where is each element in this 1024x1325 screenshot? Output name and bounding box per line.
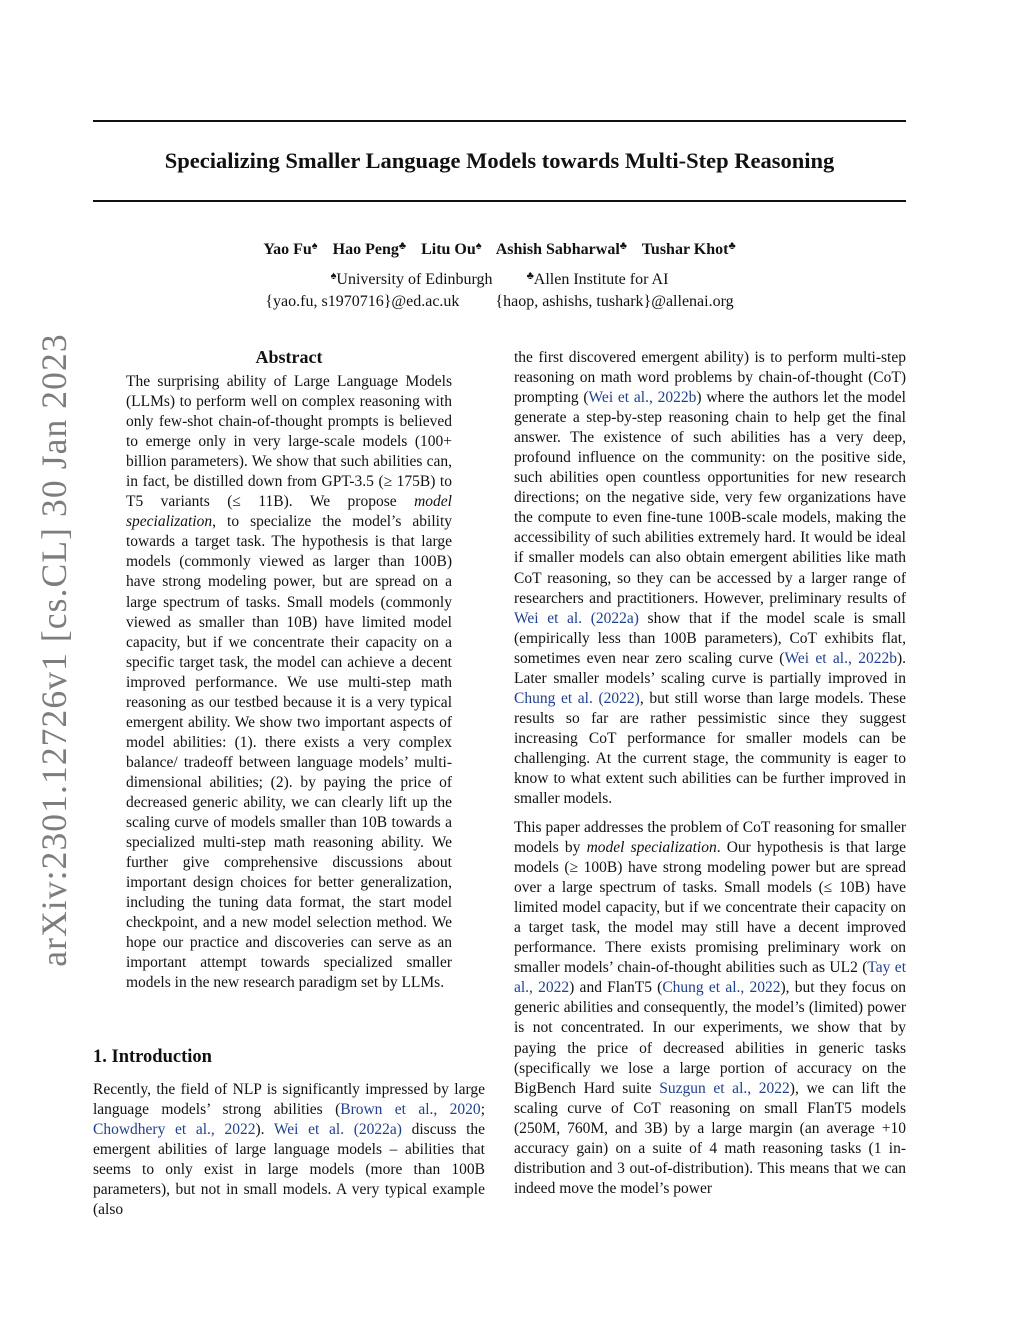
citation-link[interactable]: Wei et al. (2022a): [514, 609, 639, 627]
intro-text: ;: [480, 1101, 485, 1118]
title-rule-bottom: [93, 200, 906, 202]
club-mark: ♣: [526, 270, 534, 282]
arxiv-stamp: arXiv:2301.12726v1 [cs.CL] 30 Jan 2023: [34, 333, 74, 967]
club-mark: ♣: [728, 240, 736, 252]
affiliation-name: University of Edinburgh: [336, 271, 493, 288]
intro-text: ).: [255, 1121, 274, 1138]
club-mark: ♣: [398, 240, 407, 252]
section-heading-introduction: 1. Introduction: [93, 1047, 212, 1067]
abstract-heading: Abstract: [255, 347, 323, 367]
spade-mark: ♠: [330, 270, 337, 282]
citation-link[interactable]: Wei et al. (2022a): [273, 1121, 402, 1138]
email-list: [93, 292, 906, 312]
citation-link[interactable]: Chung et al., 2022: [662, 979, 781, 997]
body-text: ) and FlanT5 (: [569, 979, 663, 997]
intro-text: Recently, the field of NLP is significantly impressed by large language models’ strong abilities (: [93, 1081, 485, 1118]
citation-link[interactable]: Tay et al., 2022: [514, 959, 906, 997]
right-column-paragraph-2: [514, 818, 906, 1199]
citation-link[interactable]: Chowdhery et al., 2022: [93, 1121, 256, 1138]
body-text: ). Later smaller models’ scaling curve is partially improved in: [514, 649, 906, 687]
citation-link[interactable]: Chung et al. (2022): [514, 689, 640, 707]
abstract-emphasis: model specialization: [126, 493, 452, 531]
body-text: , but still worse than large models. These results so far are rather pessimistic since they suggest increasing CoT performance for smaller models can be challenging. At the current stage, the community is eager to know to what extent such abilities can be further improved in smaller models.: [514, 689, 906, 808]
body-text: ) where the authors let the model generate a step-by-step reasoning chain to help get the final answer. The existence of such abilities has a very deep, profound influence on the community: on the positive side, such abilities open countless opportunities for new research directions; on the negative side, very few organizations have the compute to even fine-tune 100B-scale models, making the accessibility of such abilities extremely hard. It would be ideal if smaller models can also obtain emergent abilities like math CoT reasoning, so they can be accessed by a larger range of researchers and practitioners. However, preliminary results of: [514, 389, 906, 607]
paper-title: Specializing Smaller Language Models towards Multi-Step Reasoning: [164, 148, 835, 173]
citation-link[interactable]: Wei et al., 2022b: [588, 389, 697, 407]
body-text: ), we can lift the scaling curve of CoT reasoning on small FlanT5 models (250M, 760M, and 3B) by a large margin (an average +10 accuracy gain) on a suite of 4 math reasoning tasks (1 in-distribution and 3 out-of-distribution). This means that we can indeed move the model’s power: [514, 1079, 907, 1197]
intro-text: discuss the emergent abilities of large language models – abilities that seems to only exist in large models (more than 100B parameters), but not in small models. A very typical example (also: [93, 1121, 486, 1218]
citation-link[interactable]: Wei et al., 2022b: [784, 649, 897, 667]
email-allenai: {haop, ashishs, tushark}@allenai.org: [495, 293, 734, 310]
author-list: [93, 236, 906, 260]
club-mark: ♣: [619, 240, 627, 252]
body-text: This paper addresses the problem of CoT reasoning for smaller models by: [514, 819, 906, 857]
body-text: . Our hypothesis is that large models (≥ 100B) have strong modeling power but are spread over a large spectrum of tasks. Small models (≤ 10B) have limited model capacity, but if we concentrate their capacity on a target task, the model may still have a decent improved performance. There exists promising preliminary work on smaller models’ chain-of-thought abilities such as UL2 (: [514, 839, 906, 977]
body-text: show that if the model scale is small (empirically less than 100B parameters), CoT exhibits flat, sometimes even near zero scaling curve (: [514, 609, 906, 667]
body-emphasis: model specialization: [586, 839, 717, 857]
body-text: ), but they focus on generic abilities and consequently, the model’s (limited) power is not concentrated. In our experiments, we show that by paying the price of decreased abilities in generic tasks (specifically we lose a large portion of accuracy on the BigBench Hard suite: [514, 979, 907, 1097]
author-name: Hao Peng: [332, 241, 399, 258]
affiliation-list: [93, 266, 906, 290]
author-name: Yao Fu: [263, 241, 312, 258]
right-column-paragraph-1: [514, 348, 906, 809]
author-name: Ashish Sabharwal: [495, 241, 620, 258]
abstract-text-part: , to specialize the model’s ability towards a target task. The hypothesis is that large models (commonly viewed as larger than 100B) have strong modeling power, but are spread on a large spectrum of tasks. Small models (commonly viewed as smaller than 10B) have limited model capacity, but if we concentrate their capacity on a specific target task, the model can achieve a decent improved performance. We use multi-step math reasoning as our testbed because it is a very typical emergent ability. We show two important aspects of model abilities: (1). there exists a very complex balance/ tradeoff between language models’ multi-dimensional abilities; (2). by paying the price of decreased generic ability, we can clearly lift up the scaling curve of models smaller than 10B towards a specialized multi-step math reasoning ability. We further give comprehensive discussions about important design choices for better generalization, including the tuning data format, the start model checkpoint, and a new model selection method. We hope our practice and discoveries can serve as an important attempt towards specialized smaller models in the new research paradigm set by LLMs.: [126, 513, 452, 992]
author-name: Litu Ou: [421, 241, 476, 258]
citation-link[interactable]: Suzgun et al., 2022: [659, 1079, 790, 1097]
spade-mark: ♠: [475, 240, 482, 252]
title-rule-top: [93, 120, 906, 122]
abstract-text-part: The surprising ability of Large Language Models (LLMs) to perform well on complex reasoning with only few-shot chain-of-thought prompts is believed to emerge only in very large-scale models (100+ billion parameters). We show that such abilities can, in fact, be distilled down from GPT-3.5 (≥ 175B) to T5 variants (≤ 11B). We propose: [126, 373, 452, 511]
intro-paragraph: [93, 1080, 485, 1220]
citation-link[interactable]: Brown et al., 2020: [340, 1101, 481, 1118]
spade-mark: ♠: [311, 240, 318, 252]
author-name: Tushar Khot: [641, 241, 729, 258]
abstract-text: [126, 372, 452, 993]
affiliation-name: Allen Institute for AI: [533, 271, 669, 288]
email-edinburgh: {yao.fu, s1970716}@ed.ac.uk: [265, 293, 460, 310]
body-text: the first discovered emergent ability) is to perform multi-step reasoning on math word problems by chain-of-thought (CoT) prompting (: [514, 349, 906, 407]
